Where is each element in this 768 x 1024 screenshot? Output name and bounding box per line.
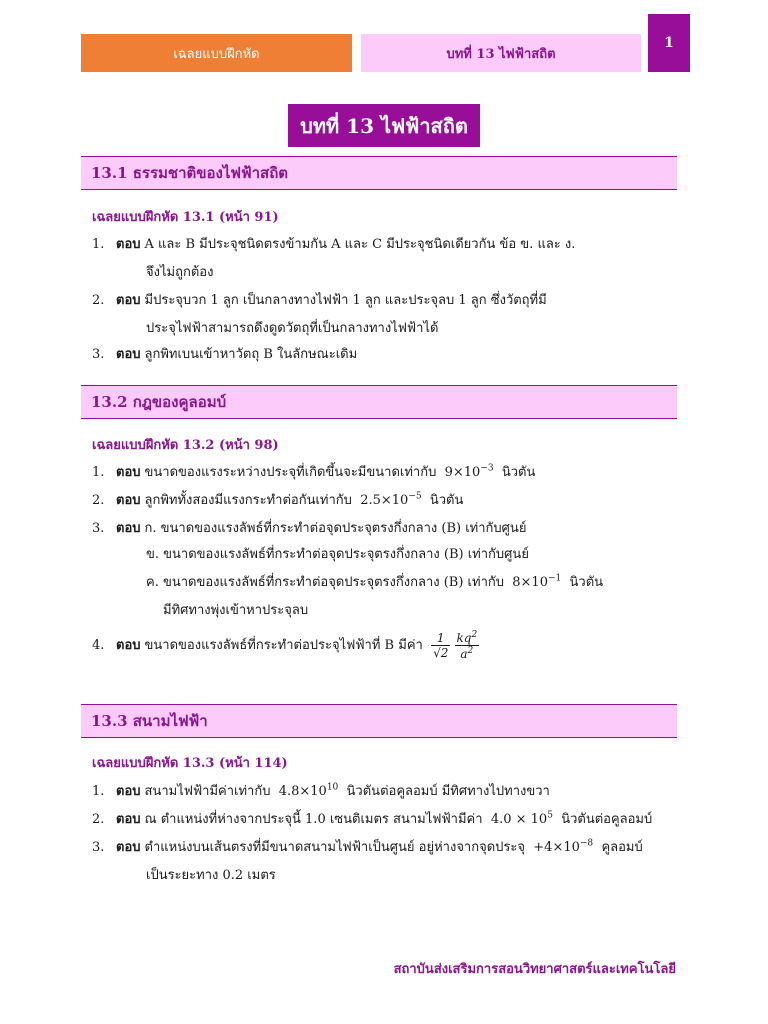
exponent: −8 [579, 838, 594, 849]
answer-text: ตำแหน่งบนเส้นตรงที่มีขนาดสนามไฟฟ้าเป็นศูนย์ อยู่ห่างจากจุดประจุ [144, 840, 526, 855]
unit: นิวตันต่อคูลอมบ์ มีทิศทางไปทางขวา [346, 784, 550, 799]
answer-13-2-3-b: ข. ขนาดของแรงลัพธ์ที่กระทำต่อจุดประจุตรงกึ่งกลาง (B) เท่ากับศูนย์ [146, 547, 529, 562]
exercise-heading-13-1: เฉลยแบบฝึกหัด 13.1 (หน้า 91) [92, 210, 279, 225]
item-number: 2. [92, 812, 105, 827]
answer-13-2-3 [92, 517, 526, 538]
fraction-kq2-over-a2: $\frac{kq^2}{a^2}$ [456, 630, 478, 661]
answer-label: ตอบ [116, 638, 141, 653]
answer-label: ตอบ [116, 840, 141, 855]
item-number: 1. [92, 784, 105, 799]
value: +4×10 [533, 840, 580, 855]
exponent: 5 [547, 810, 553, 821]
answer-label: ตอบ [116, 812, 141, 827]
answer-13-1-2 [92, 289, 547, 310]
unit: นิวตันต่อคูลอมบ์ [561, 812, 653, 827]
item-number: 2. [92, 493, 105, 508]
exponent: −5 [408, 491, 422, 502]
unit: คูลอมบ์ [601, 840, 643, 855]
answer-label: ตอบ [116, 237, 141, 252]
unit: นิวตัน [569, 575, 604, 590]
value: 8×10 [512, 575, 548, 590]
answer-13-1-1-cont: จึงไม่ถูกต้อง [146, 265, 214, 280]
answer-text: A และ B มีประจุชนิดตรงข้ามกัน A และ C มีประจุชนิดเดียวกัน ข้อ ข. และ ง. [144, 237, 576, 252]
answer-text: ณ ตำแหน่งที่ห่างจากประจุนี้ 1.0 เซนติเมตร สนามไฟฟ้ามีค่า [144, 812, 483, 827]
footer-institute: สถาบันส่งเสริมการสอนวิทยาศาสตร์และเทคโนโลยี [393, 962, 676, 977]
page-number: 1 [648, 14, 690, 72]
value: 4.8×10 [278, 784, 327, 799]
answer-13-2-3-d: มีทิศทางพุ่งเข้าหาประจุลบ [163, 603, 309, 618]
item-number: 3. [92, 521, 105, 536]
answer-text: ก. ขนาดของแรงลัพธ์ที่กระทำต่อจุดประจุตรงกึ่งกลาง (B) เท่ากับศูนย์ [144, 521, 527, 536]
item-number: 4. [92, 638, 105, 653]
header-chapter-label: บทที่ 13 ไฟฟ้าสถิต [361, 34, 641, 72]
answer-13-3-2 [92, 808, 652, 829]
exponent: 10 [326, 782, 339, 793]
item-number: 1. [92, 465, 105, 480]
answer-label: ตอบ [116, 521, 141, 536]
unit: นิวตัน [429, 493, 464, 508]
section-title-13-1: 13.1 ธรรมชาติของไฟฟ้าสถิต [81, 156, 677, 190]
section-title-13-3: 13.3 สนามไฟฟ้า [81, 704, 677, 738]
answer-text: สนามไฟฟ้ามีค่าเท่ากับ [144, 784, 271, 799]
answer-text: ขนาดของแรงลัพธ์ที่กระทำต่อประจุไฟฟ้าที่ B มีค่า [144, 638, 423, 653]
answer-13-3-3 [92, 836, 643, 857]
answer-13-3-1 [92, 780, 550, 801]
answer-text: ขนาดของแรงระหว่างประจุที่เกิดขึ้นจะมีขนาดเท่ากับ [144, 465, 437, 480]
answer-13-3-3-cont: เป็นระยะทาง 0.2 เมตร [146, 868, 276, 883]
answer-13-1-1 [92, 233, 575, 254]
answer-label: ตอบ [116, 784, 141, 799]
exercise-heading-13-2: เฉลยแบบฝึกหัด 13.2 (หน้า 98) [92, 438, 279, 453]
value: 2.5×10 [360, 493, 409, 508]
answer-label: ตอบ [116, 347, 141, 362]
answer-13-1-2-cont: ประจุไฟฟ้าสามารถดึงดูดวัตถุที่เป็นกลางทางไฟฟ้าได้ [146, 321, 439, 336]
item-number: 2. [92, 293, 105, 308]
value: 4.0 × 10 [490, 812, 548, 827]
header-left-label: เฉลยแบบฝึกหัด [81, 34, 352, 72]
exercise-heading-13-3: เฉลยแบบฝึกหัด 13.3 (หน้า 114) [92, 756, 288, 771]
answer-text: ลูกพิทเบนเข้าหาวัตถุ B ในลักษณะเดิม [144, 347, 358, 362]
answer-13-2-1 [92, 461, 535, 482]
item-number: 3. [92, 840, 105, 855]
section-title-13-2: 13.2 กฎของคูลอมบ์ [81, 385, 677, 419]
fraction-one-over-root-two: $\frac{1}{√2}$ [433, 631, 449, 660]
chapter-title: บทที่ 13 ไฟฟ้าสถิต [288, 104, 480, 147]
unit: นิวตัน [501, 465, 536, 480]
answer-label: ตอบ [116, 493, 141, 508]
item-number: 3. [92, 347, 105, 362]
answer-label: ตอบ [116, 293, 141, 308]
answer-text: ลูกพิททั้งสองมีแรงกระทำต่อกันเท่ากับ [144, 493, 352, 508]
answer-13-1-3 [92, 343, 357, 364]
exponent: −1 [547, 573, 562, 584]
answer-13-2-2 [92, 489, 463, 510]
answer-text: ค. ขนาดของแรงลัพธ์ที่กระทำต่อจุดประจุตรงกึ่งกลาง (B) เท่ากับ [146, 575, 504, 590]
answer-13-2-3-c [146, 571, 603, 592]
exponent: −3 [480, 463, 494, 474]
answer-text: มีประจุบวก 1 ลูก เป็นกลางทางไฟฟ้า 1 ลูก และประจุลบ 1 ลูก ซึ่งวัตถุที่มี [144, 293, 547, 308]
answer-label: ตอบ [116, 465, 141, 480]
value: 9×10 [444, 465, 481, 480]
answer-13-2-4 [92, 630, 479, 661]
item-number: 1. [92, 237, 105, 252]
